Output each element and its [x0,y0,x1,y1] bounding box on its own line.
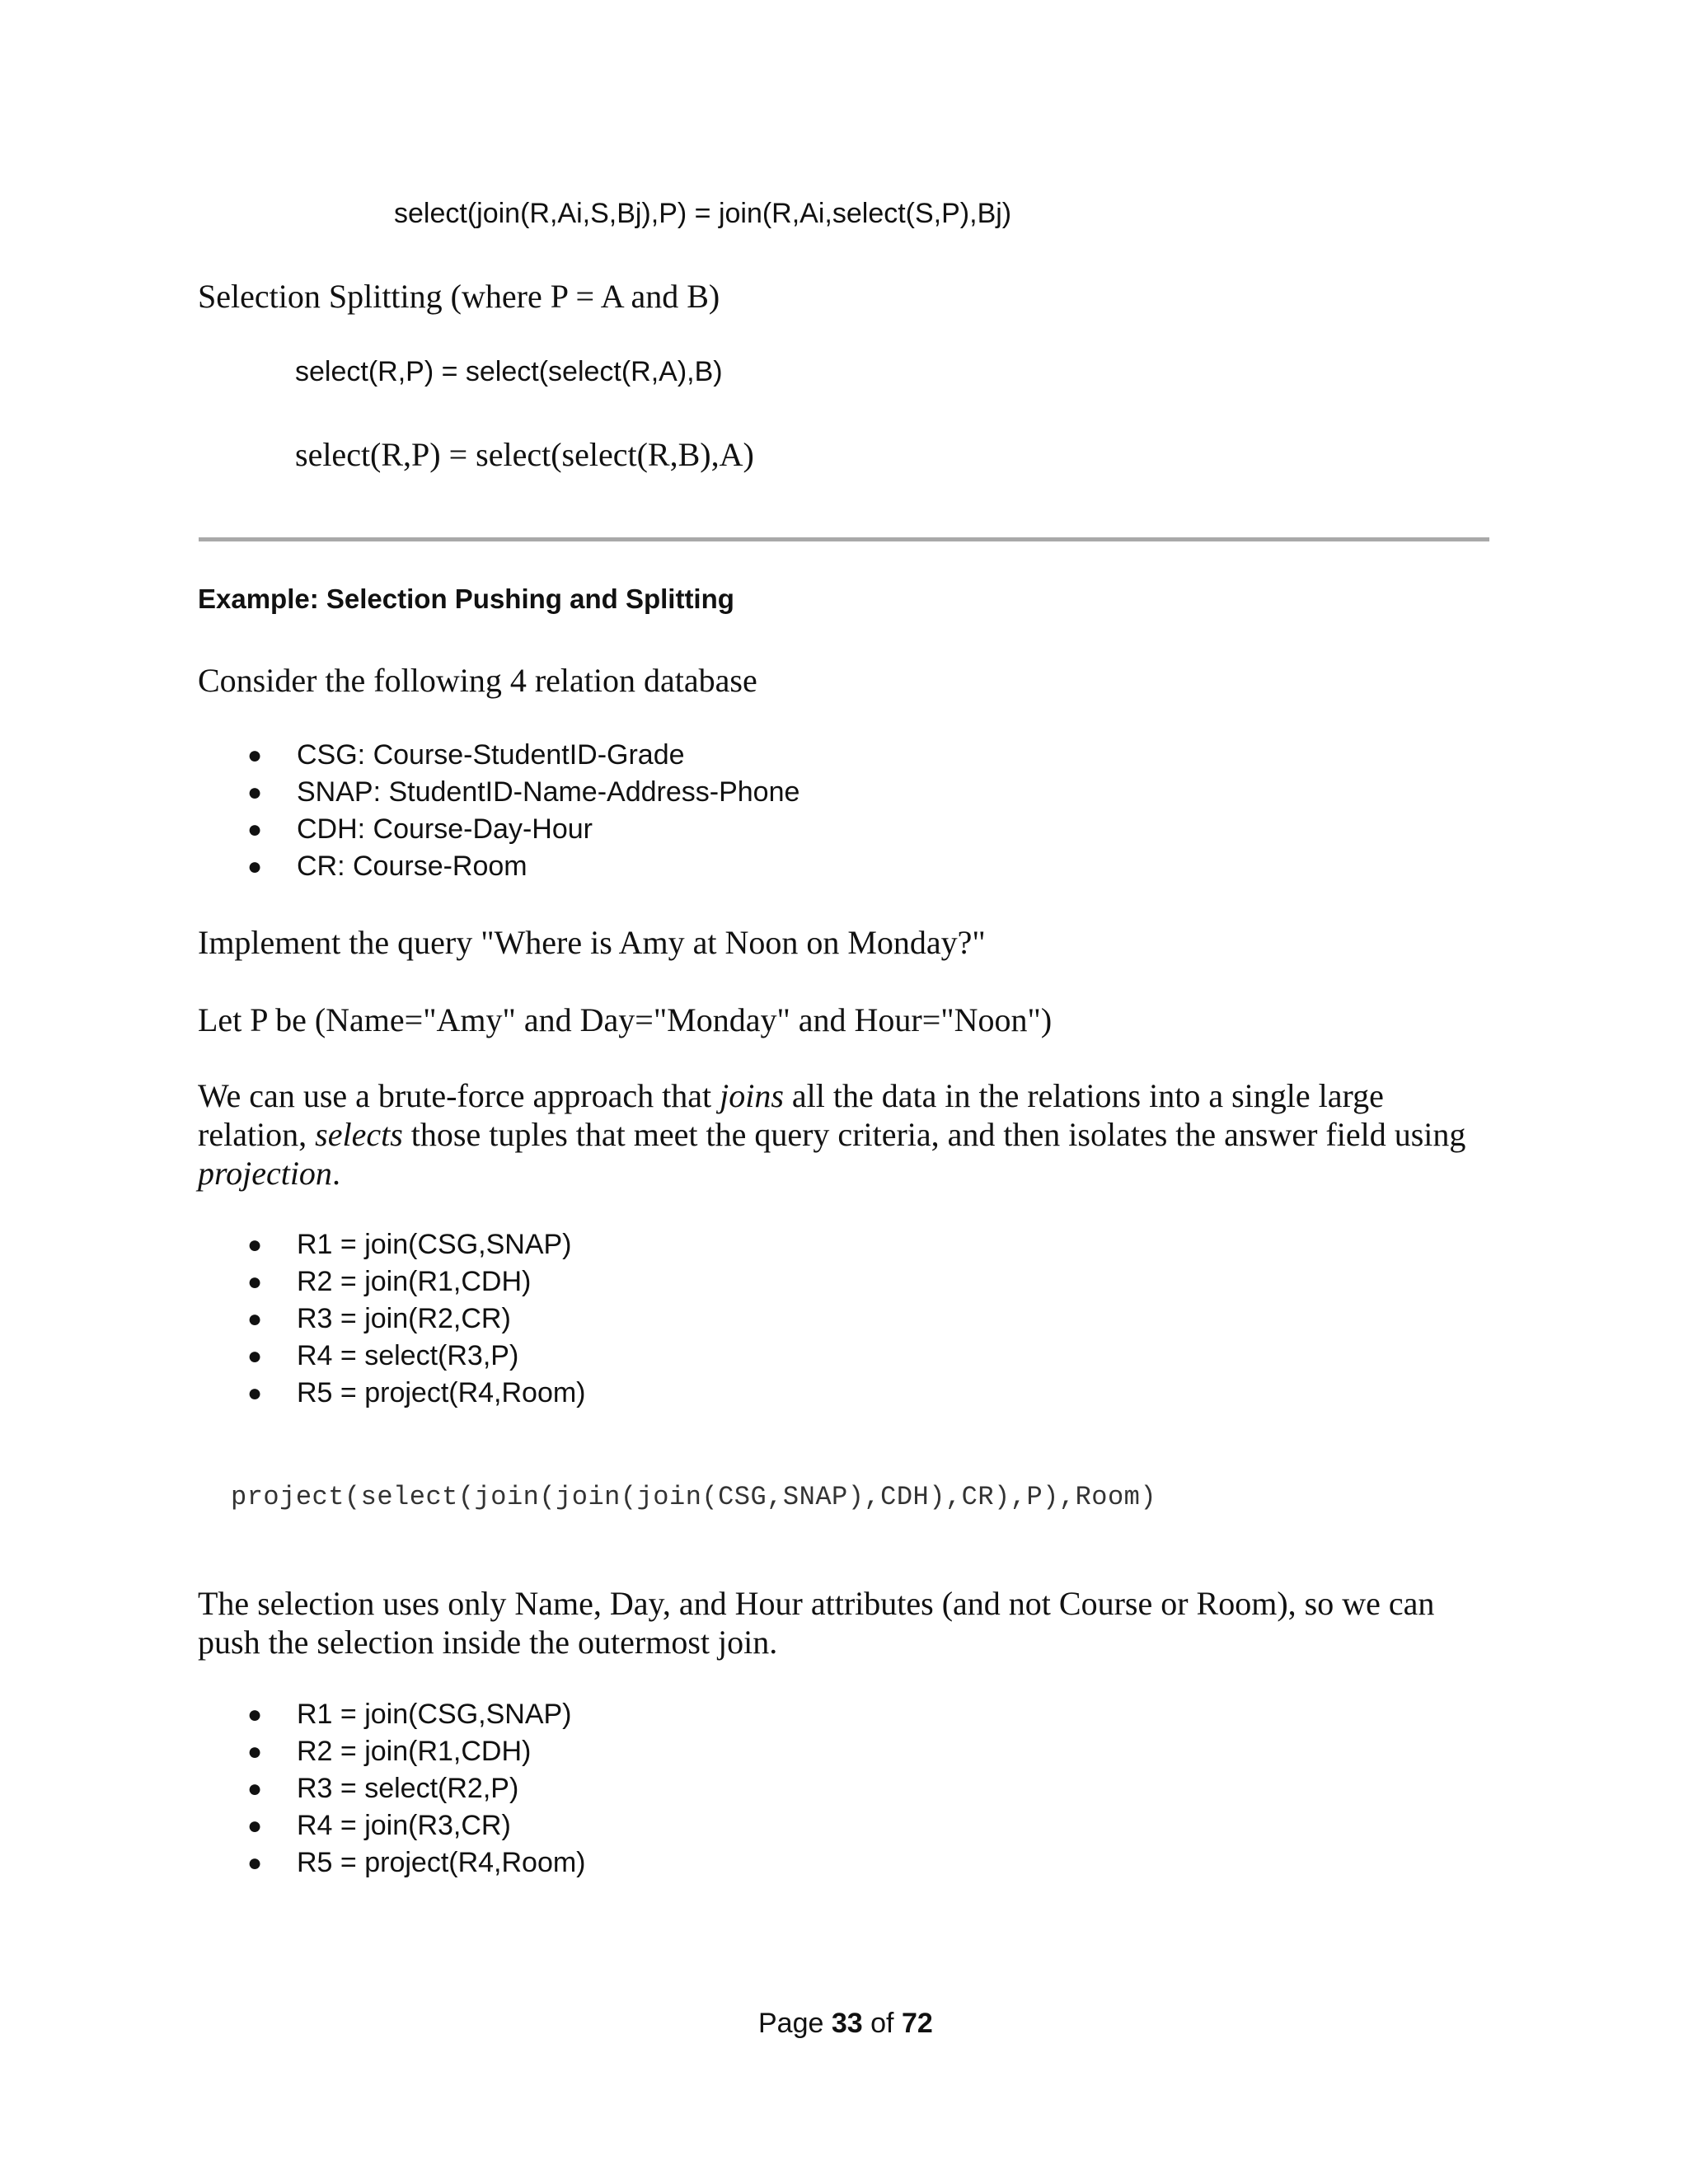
bullet-icon: ● [247,779,263,806]
bullet-icon: ● [247,1268,263,1296]
splitting-rule-2: select(R,P) = select(select(R,B),A) [295,436,754,473]
list-item: ● R2 = join(R1,CDH) [198,1733,586,1770]
bullet-icon: ● [247,816,263,843]
bullet-icon: ● [247,1305,263,1333]
bullet-icon: ● [247,1738,263,1765]
list-item: ● R2 = join(R1,CDH) [198,1263,586,1301]
relations-list [198,737,799,885]
list-item: ● CDH: Course-Day-Hour [198,811,799,848]
section-divider [199,537,1489,541]
bullet-icon: ● [247,1231,263,1258]
page-number: Page 33 of 72 [758,2008,933,2039]
splitting-heading: Selection Splitting (where P = A and B) [198,278,720,315]
pushing-paragraph: The selection uses only Name, Day, and Hour attributes (and not Course or Room), so we can push the selection inside the outermost join. [198,1585,1435,1661]
bullet-icon: ● [247,1343,263,1370]
list-item: ● R5 = project(R4,Room) [198,1375,586,1412]
bullet-icon: ● [247,1701,263,1728]
bullet-icon: ● [247,1775,263,1802]
list-item: ● R4 = join(R3,CR) [198,1807,586,1844]
query-text: Implement the query "Where is Amy at Noon on Monday?" [198,924,986,961]
list-item: ● R3 = join(R2,CR) [198,1301,586,1338]
predicate-text: Let P be (Name="Amy" and Day="Monday" and Hour="Noon") [198,1001,1053,1038]
list-item: ● CSG: Course-StudentID-Grade [198,737,799,774]
bullet-icon: ● [247,1380,263,1407]
bruteforce-steps-list [198,1226,586,1412]
bullet-icon: ● [247,1812,263,1840]
list-item: ● R5 = project(R4,Room) [198,1844,586,1882]
bullet-icon: ● [247,1849,263,1877]
list-item: ● R4 = select(R3,P) [198,1338,586,1375]
example-heading: Example: Selection Pushing and Splitting [198,583,734,614]
bullet-icon: ● [247,742,263,769]
code-expression: project(select(join(join(join(CSG,SNAP),CDH),CR),P),Room) [231,1482,1157,1512]
bullet-icon: ● [247,853,263,880]
list-item: ● R1 = join(CSG,SNAP) [198,1696,586,1733]
pushed-steps-list [198,1696,586,1882]
list-item: ● R3 = select(R2,P) [198,1770,586,1807]
join-selection-formula: select(join(R,Ai,S,Bj),P) = join(R,Ai,select(S,P),Bj) [394,198,1012,229]
splitting-rule-1: select(R,P) = select(select(R,A),B) [295,356,723,387]
list-item: ● SNAP: StudentID-Name-Address-Phone [198,774,799,811]
brute-force-paragraph: We can use a brute-force approach that joins all the data in the relations into a single large relation, selects those tuples that meet the query criteria, and then isolates the answer field using projection. [198,1077,1466,1192]
example-intro: Consider the following 4 relation database [198,662,757,699]
list-item: ● CR: Course-Room [198,848,799,885]
list-item: ● R1 = join(CSG,SNAP) [198,1226,586,1263]
